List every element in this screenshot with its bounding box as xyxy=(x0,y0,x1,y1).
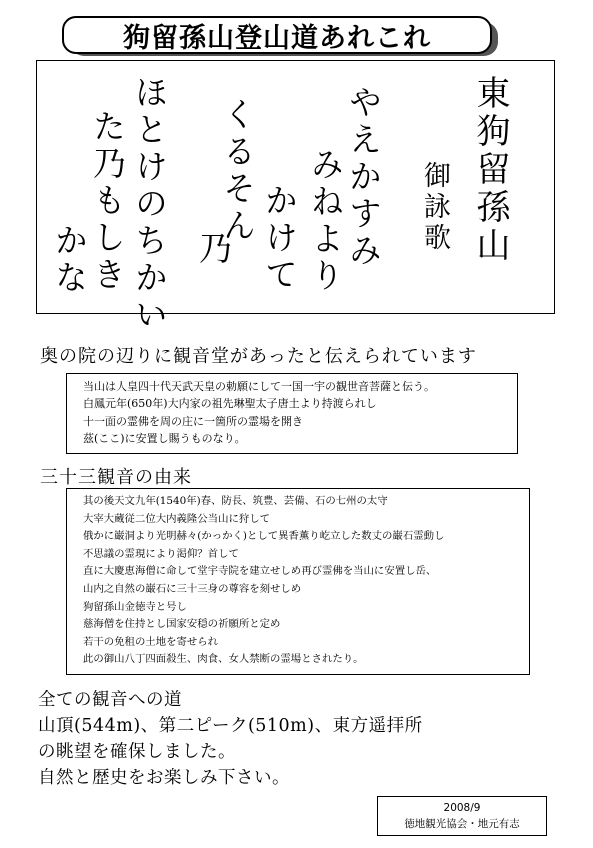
page-title xyxy=(62,16,492,54)
poem-line: た乃もしき xyxy=(88,109,127,294)
closing-line: 自然と歴史をお楽しみ下さい。 xyxy=(38,768,290,788)
section-heading: 三十三観音の由来 xyxy=(40,467,192,488)
poem-line: やえかすみ xyxy=(344,85,383,270)
history-line: 茲(ここ)に安置し賜うものなり。 xyxy=(83,432,246,446)
history-line: 当山は人皇四十代天武天皇の勅願にして一国一宇の観世音菩薩と伝う。 xyxy=(83,380,435,393)
origin-line: 若干の免租の土地を寄せられ xyxy=(83,635,219,648)
poem-line: 御詠歌 xyxy=(419,161,450,254)
origin-line: 俄かに巌洞より光明赫々(かっかく)として異香薫り屹立した数丈の巌石霊動し xyxy=(83,530,445,543)
closing-text xyxy=(38,687,423,791)
credit-date: 2008/9 xyxy=(443,802,481,814)
section-heading: 奥の院の辺りに観音堂があったと伝えられています xyxy=(40,346,477,367)
poem-line: 東狗留孫山 xyxy=(470,75,510,265)
origin-box xyxy=(66,488,530,675)
origin-line: 直に大慶恵海僧に命して堂宇寺院を建立せしめ再び霊佛を当山に安置し岳、 xyxy=(83,565,437,578)
closing-line: 全ての観音への道 xyxy=(38,690,182,710)
credit-org: 徳地観光協会・地元有志 xyxy=(404,818,520,830)
origin-line: 狗留孫山金徳寺と号し xyxy=(83,600,187,613)
origin-line: 不思議の霊現により渇仰？首して xyxy=(83,547,239,560)
closing-line: の眺望を確保しました。 xyxy=(38,742,236,762)
origin-line: 其の後天文九年(1540年)春、防長、筑豊、芸備、石の七州の太守 xyxy=(83,495,388,507)
poem-line: 乃 xyxy=(194,231,233,268)
credit-box xyxy=(377,796,547,836)
origin-line: 慈海僧を住持とし国家安穏の祈願所と定め xyxy=(83,618,281,631)
history-line: 白鳳元年(650年)大内家の祖先琳聖太子唐土より持渡られし xyxy=(83,397,377,411)
closing-line: 山頂(544m)、第二ピーク(510m)、東方遥拝所 xyxy=(38,716,423,736)
history-line: 十一面の霊佛を周の庄に一箇所の霊場を開き xyxy=(83,414,303,428)
poem-line: ほとけのちかい xyxy=(130,75,169,334)
history-box xyxy=(66,373,518,454)
poem-line: みねより xyxy=(306,147,345,295)
poem-line: くるそん xyxy=(218,97,257,245)
poem-line: かな xyxy=(50,223,89,297)
page-title-text: 狗留孫山登山道あれこれ xyxy=(123,22,431,54)
origin-line: 大宰大蔵従二位大内義隆公当山に狩して xyxy=(83,512,271,525)
origin-line: 山内之自然の巌石に三十三身の尊容を刻せしめ xyxy=(83,582,302,595)
poem-box xyxy=(36,60,555,334)
poem-line: かけて xyxy=(260,183,299,294)
origin-line: 此の御山八丁四面殺生、肉食、女人禁断の霊場とされたり。 xyxy=(83,653,364,666)
